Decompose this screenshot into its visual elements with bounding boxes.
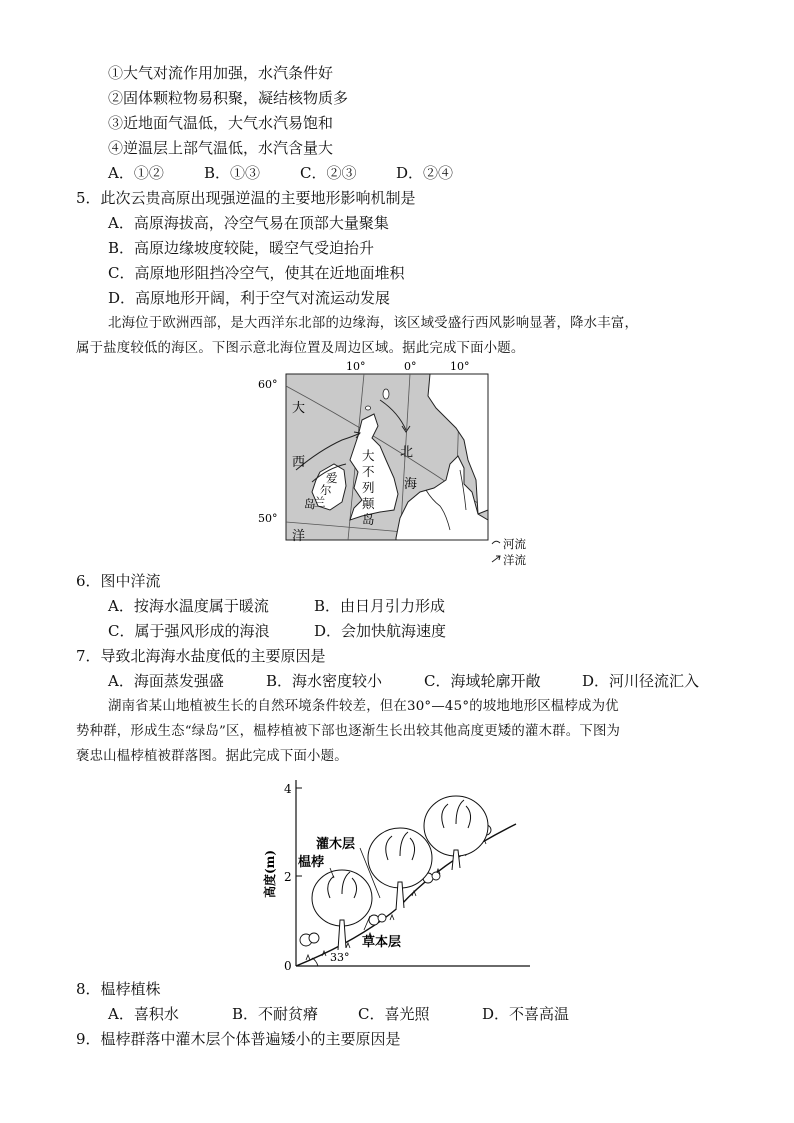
q4-item-4: ④逆温层上部气温低，水汽含量大 <box>108 139 334 157</box>
uk-label-char-3: 列 <box>362 480 375 495</box>
quince-label: 榅桲 <box>298 855 325 870</box>
ireland-label-char-2: 尔 <box>320 483 332 497</box>
q4-item-3: ③近地面气温低，大气水汽易饱和 <box>108 114 334 132</box>
ireland-label-char-1: 爱 <box>326 471 338 485</box>
q5-option-b[interactable]: B．高原边缘坡度较陡，暖空气受迫抬升 <box>108 239 375 257</box>
q9-stem: 9．榅桲群落中灌木层个体普遍矮小的主要原因是 <box>76 1030 401 1048</box>
passage2-line2: 势种群，形成生态“绿岛”区，榅桲植被下部也逐渐生长出较其他高度更矮的灌木群。下图为 <box>76 724 621 739</box>
q4-option-d[interactable]: D．②④ <box>396 164 454 182</box>
ocean-label-char-3: 洋 <box>292 529 306 544</box>
ireland-label-char-4: 岛 <box>304 497 316 511</box>
shetland-islands <box>383 389 389 399</box>
q6-stem: 6．图中洋流 <box>76 572 161 590</box>
q6-option-d[interactable]: D．会加快航海速度 <box>314 622 447 640</box>
legend-current-label: 洋流 <box>503 553 526 567</box>
q4-item-2: ②固体颗粒物易积聚，凝结核物质多 <box>108 89 349 107</box>
uk-label-char-1: 大 <box>362 448 375 463</box>
ireland-label-char-3: 兰 <box>314 495 326 509</box>
q5-option-d[interactable]: D．高原地形开阔，利于空气对流运动发展 <box>108 289 391 307</box>
q8-option-d[interactable]: D．不喜高温 <box>482 1005 570 1023</box>
north-sea-map <box>250 360 540 570</box>
y-tick-label-4: 4 <box>284 782 292 796</box>
q5-stem: 5．此次云贵高原出现强逆温的主要地形影响机制是 <box>76 189 416 207</box>
lon-label-e10: 10° <box>450 360 470 373</box>
herb-layer-label: 草本层 <box>362 935 402 950</box>
uk-label-char-2: 不 <box>362 464 375 479</box>
north-sea-label-char-1: 北 <box>400 445 414 460</box>
q7-option-b[interactable]: B．海水密度较小 <box>266 672 383 690</box>
q7-option-c[interactable]: C．海域轮廓开敞 <box>424 672 541 690</box>
q4-option-a[interactable]: A．①② <box>108 164 164 182</box>
q7-option-d[interactable]: D．河川径流汇入 <box>582 672 700 690</box>
lon-label-0: 0° <box>404 360 417 373</box>
passage2-line3: 褒忠山榅桲植被群落图。据此完成下面小题。 <box>76 749 348 764</box>
orkney-islands <box>366 406 371 410</box>
y-axis-label: 高度(m) <box>263 849 277 898</box>
q8-options <box>108 1003 569 1025</box>
q4-option-c[interactable]: C．②③ <box>300 164 357 182</box>
q6-option-b[interactable]: B．由日月引力形成 <box>314 597 446 615</box>
q7-options <box>108 670 699 692</box>
quince-community-figure <box>250 770 540 975</box>
legend-river-label: 河流 <box>503 537 526 551</box>
q6-option-c[interactable]: C．属于强风形成的海浪 <box>108 622 270 640</box>
lat-label-60: 60° <box>258 378 278 391</box>
shrub-layer-label: 灌木层 <box>316 837 356 852</box>
q4-options <box>108 162 453 184</box>
q4-item-1: ①大气对流作用加强，水汽条件好 <box>108 64 334 82</box>
q8-option-b[interactable]: B．不耐贫瘠 <box>232 1005 319 1023</box>
q8-stem: 8．榅桲植株 <box>76 980 161 998</box>
lat-label-50: 50° <box>258 512 278 525</box>
y-tick-label-2: 2 <box>284 870 292 884</box>
herb-leader <box>364 916 370 930</box>
q5-option-c[interactable]: C．高原地形阻挡冷空气，使其在近地面堆积 <box>108 264 405 282</box>
passage1-line1: 北海位于欧洲西部，是大西洋东北部的边缘海，该区域受盛行西风影响显著，降水丰富， <box>108 316 639 331</box>
ocean-label-char-1: 大 <box>292 401 306 416</box>
q4-option-b[interactable]: B．①③ <box>204 164 261 182</box>
q7-option-a[interactable]: A．海面蒸发强盛 <box>108 672 224 690</box>
q5-option-a[interactable]: A．高原海拔高，冷空气易在顶部大量聚集 <box>108 214 389 232</box>
uk-label-char-4: 颠 <box>362 496 375 511</box>
q7-stem: 7．导致北海海水盐度低的主要原因是 <box>76 647 326 665</box>
passage2-line1: 湖南省某山地植被生长的自然环境条件较差，但在30°—45°的坡地地形区榅桲成为优 <box>108 699 619 714</box>
uk-label-char-5: 岛 <box>362 512 375 527</box>
ocean-label-char-2: 西 <box>292 455 306 470</box>
q6-options-row1 <box>108 595 445 617</box>
q6-options-row2 <box>108 620 446 642</box>
quince-trees <box>312 796 488 950</box>
lon-label-w10: 10° <box>346 360 366 373</box>
north-sea-label-char-2: 海 <box>404 477 418 492</box>
q8-option-c[interactable]: C．喜光照 <box>358 1005 430 1023</box>
q6-option-a[interactable]: A．按海水温度属于暖流 <box>108 597 269 615</box>
y-tick-label-0: 0 <box>284 959 292 973</box>
passage1-line2: 属于盐度较低的海区。下图示意北海位置及周边区域。据此完成下面小题。 <box>76 341 525 356</box>
legend-river-icon <box>492 541 500 544</box>
slope-angle-label: 33° <box>330 951 350 964</box>
q8-option-a[interactable]: A．喜积水 <box>108 1005 179 1023</box>
